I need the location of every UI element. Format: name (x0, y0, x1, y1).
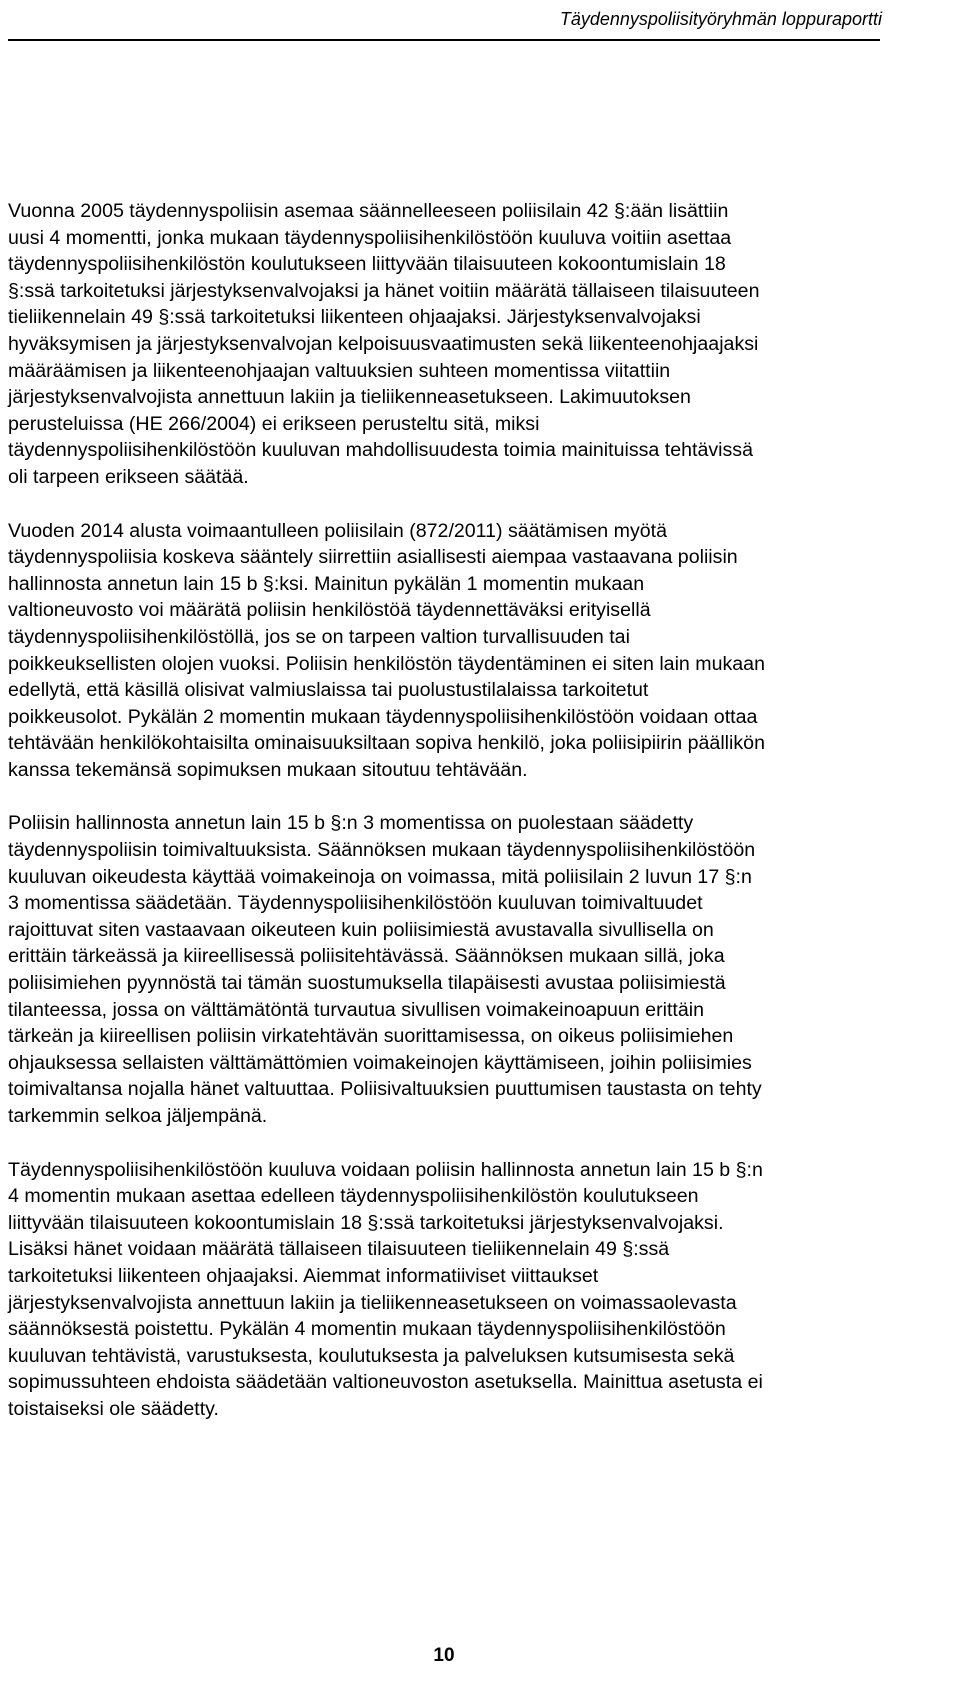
paragraph (8, 1157, 888, 1423)
text-line: tarkoitetuksi liikenteen ohjaajaksi. Aiemmat informatiiviset viittaukset (8, 1264, 599, 1287)
text-line: erittäin tärkeässä ja kiireellisessä poliisitehtävässä. Säännöksen mukaan sillä, joka (8, 945, 725, 968)
text-line: Vuoden 2014 alusta voimaantulleen poliisilain (872/2011) säätämisen myötä (8, 519, 667, 542)
page-number: 10 (433, 1645, 455, 1666)
text-line: poikkeusolot. Pykälän 2 momentin mukaan täydennyspoliisihenkilöstöön voidaan ottaa (8, 705, 758, 728)
text-line: tehtävään henkilökohtaisilta ominaisuuksiltaan sopiva henkilö, joka poliisipiirin päällikön (8, 732, 765, 755)
text-line: hallinnosta annetun lain 15 b §:ksi. Mainitun pykälän 1 momentin mukaan (8, 572, 645, 595)
text-line: Vuonna 2005 täydennyspoliisin asemaa säännelleeseen poliisilain 42 §:ään lisättiin (8, 200, 729, 222)
paragraph (8, 198, 888, 491)
text-line: 3 momentissa säädetään. Täydennyspoliisihenkilöstöön kuuluvan toimivaltuudet (8, 892, 703, 915)
text-line: täydennyspoliisihenkilöstön koulutukseen liittyvään tilaisuuteen kokoontumislain 18 (8, 253, 726, 276)
text-line: täydennyspoliisin toimivaltuuksista. Säännöksen mukaan täydennyspoliisihenkilöstöön (8, 839, 756, 862)
text-line: uusi 4 momentti, jonka mukaan täydennyspoliisihenkilöstöön kuuluva voitiin asettaa (8, 226, 732, 249)
text-line: rajoittuvat siten vastaavaan oikeuteen kuin poliisimiestä avustavalla sivullisella on (8, 918, 714, 941)
text-line: ohjauksessa sellaisten välttämättömien voimakeinojen käyttämiseen, joihin poliisimies (8, 1051, 752, 1074)
text-line: perusteluissa (HE 266/2004) ei erikseen perusteltu sitä, miksi (8, 412, 540, 435)
text-line: tärkeän ja kiireellisen poliisin virkatehtävän suorittamisessa, on oikeus poliisimiehen (8, 1025, 734, 1048)
text-line: kuuluvan tehtävistä, varustuksesta, koulutuksesta ja palveluksen kutsumisesta sekä (8, 1344, 735, 1367)
header-divider (8, 39, 880, 41)
text-line: tilanteessa, jossa on välttämätöntä turvautua sivullisen voimakeinoapuun erittäin (8, 998, 704, 1021)
paragraph (8, 810, 888, 1129)
text-line: järjestyksenvalvojista annettuun lakiin ja tieliikenneasetukseen. Lakimuutoksen (8, 386, 691, 409)
text-line: säännöksestä poistettu. Pykälän 4 momentin mukaan täydennyspoliisihenkilöstöön (8, 1318, 726, 1341)
text-line: täydennyspoliisia koskeva sääntely siirrettiin asiallisesti aiempaa vastaavana poliisin (8, 546, 738, 569)
text-line: sopimussuhteen ehdoista säädetään valtioneuvoston asetuksella. Mainittua asetusta ei (8, 1371, 763, 1394)
text-line: tieliikennelain 49 §:ssä tarkoitetuksi liikenteen ohjaajaksi. Järjestyksenvalvojaksi (8, 306, 701, 329)
text-line: tarkemmin selkoa jäljempänä. (8, 1105, 268, 1127)
text-line: kanssa tekemänsä sopimuksen mukaan sitoutuu tehtävään. (8, 758, 528, 781)
text-line: hyväksymisen ja järjestyksenvalvojan kelpoisuusvaatimusten sekä liikenteenohjaajaksi (8, 332, 759, 355)
text-line: valtioneuvosto voi määrätä poliisin henkilöstöä täydennettäväksi erityisellä (8, 599, 651, 622)
text-line: poikkeuksellisten olojen vuoksi. Poliisin henkilöstön täydentäminen ei siten lain mukaan (8, 652, 765, 675)
text-line: Lisäksi hänet voidaan määrätä tällaiseen tilaisuuteen tieliikennelain 49 §:ssä (8, 1238, 670, 1261)
document-body (8, 198, 888, 1450)
page-header (0, 9, 960, 30)
text-line: täydennyspoliisihenkilöstöllä, jos se on tarpeen valtion turvallisuuden tai (8, 625, 630, 648)
text-line: toistaiseksi ole säädetty. (8, 1397, 219, 1420)
document-title: Täydennyspoliisityöryhmän loppuraportti (559, 9, 882, 29)
text-line: määräämisen ja liikenteenohjaajan valtuuksien suhteen momentissa viitattiin (8, 359, 671, 382)
text-line: kuuluvan oikeudesta käyttää voimakeinoja on voimassa, mitä poliisilain 2 luvun 17 §:n (8, 865, 752, 888)
text-line: oli tarpeen erikseen säätää. (8, 465, 249, 488)
text-line: järjestyksenvalvojista annettuun lakiin ja tieliikenneasetukseen on voimassaolevasta (8, 1291, 737, 1314)
text-line: toimivaltansa nojalla hänet valtuuttaa. Poliisivaltuuksien puuttumisen taustasta on tehty (8, 1078, 762, 1101)
text-line: edellytä, että käsillä olisivat valmiuslaissa tai puolustustilalaissa tarkoitetut (8, 679, 649, 702)
text-line: §:ssä tarkoitetuksi järjestyksenvalvojaksi ja hänet voitiin määrätä tällaiseen tilaisuuteen (8, 279, 760, 302)
text-line: Poliisin hallinnosta annetun lain 15 b §:n 3 momentissa on puolestaan säädetty (8, 812, 694, 835)
text-line: 4 momentin mukaan asettaa edelleen täydennyspoliisihenkilöstön koulutukseen (8, 1185, 699, 1208)
paragraph (8, 518, 888, 784)
text-line: liittyvään tilaisuuteen kokoontumislain 18 §:ssä tarkoitetuksi järjestyksenvalvojaksi. (8, 1211, 724, 1234)
text-line: Täydennyspoliisihenkilöstöön kuuluva voidaan poliisin hallinnosta annetun lain 15 b §:n (8, 1158, 763, 1181)
text-line: poliisimiehen pyynnöstä tai tämän suostumuksella tilapäisesti avustaa poliisimiestä (8, 972, 726, 995)
text-line: täydennyspoliisihenkilöstöön kuuluvan mahdollisuudesta toimia mainituissa tehtävissä (8, 439, 753, 462)
